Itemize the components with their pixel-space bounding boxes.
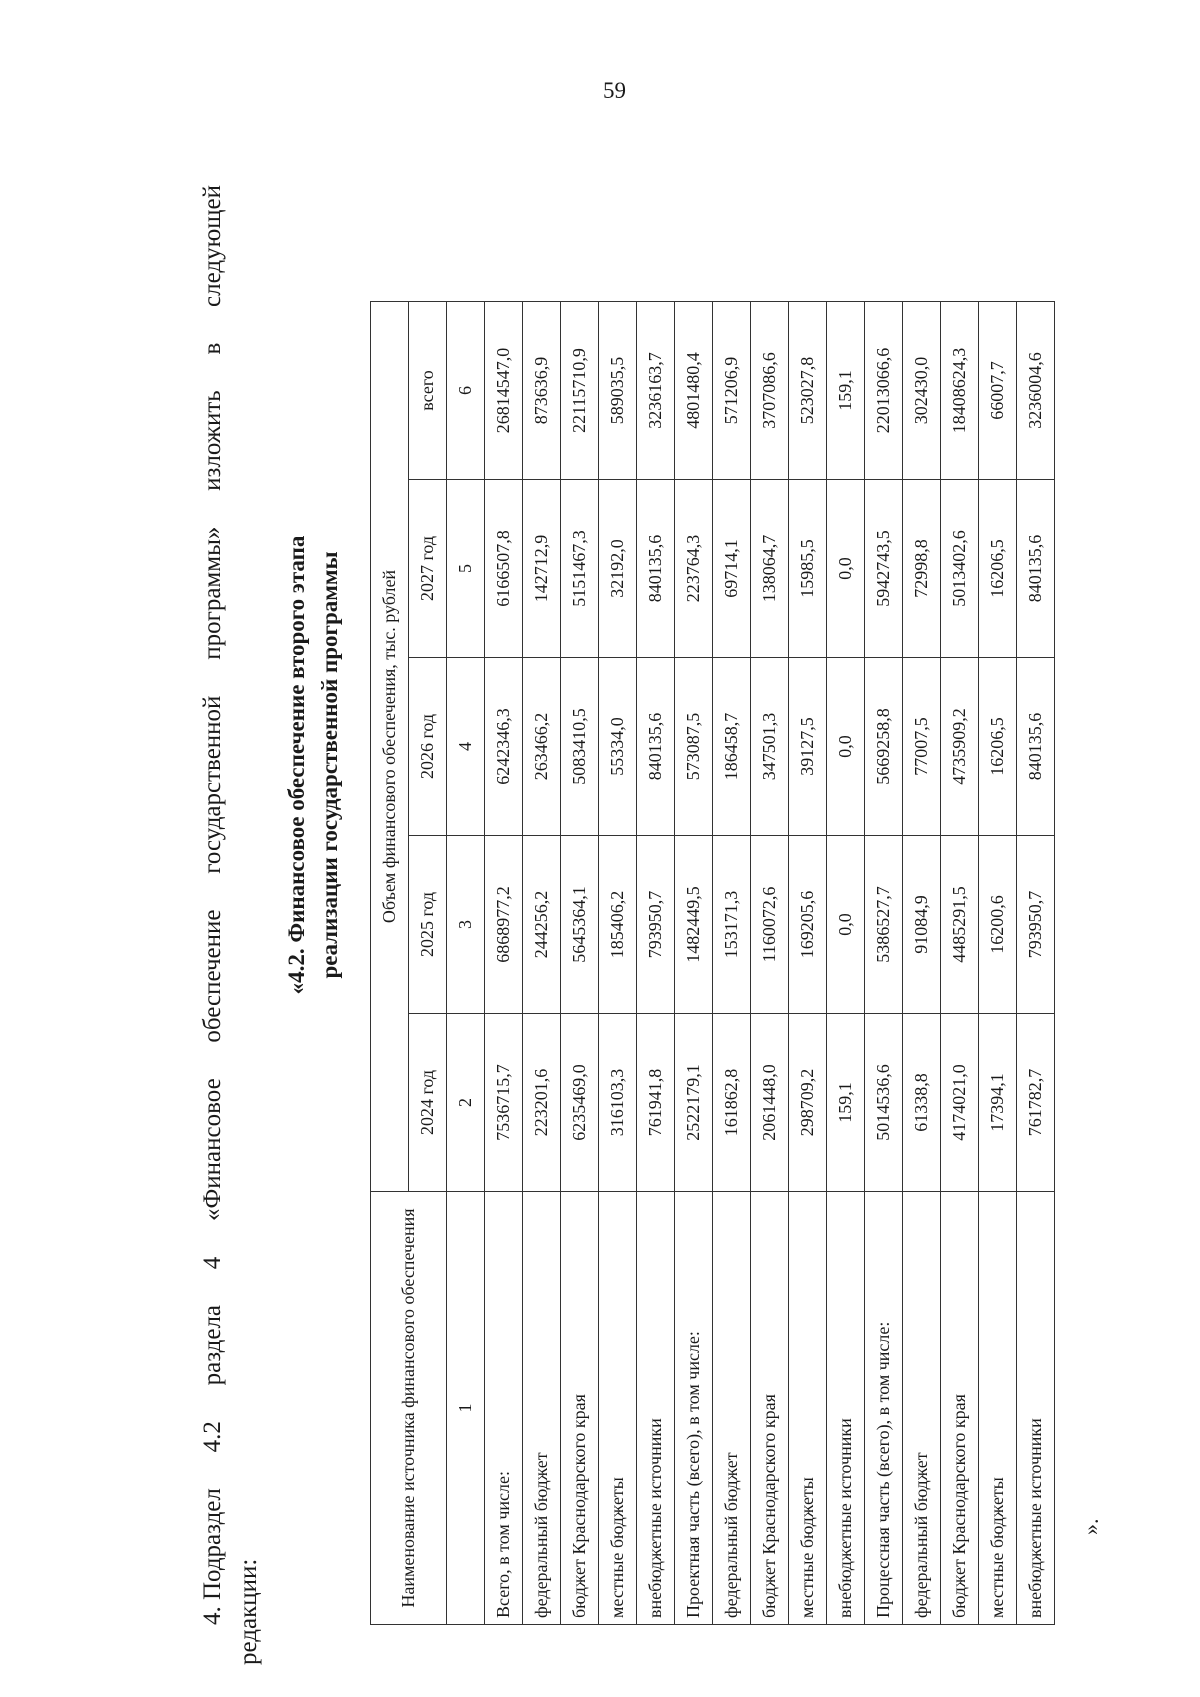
cell-value: 761782,7: [1017, 1014, 1055, 1192]
column-number: 1: [447, 1192, 485, 1625]
table-row: [789, 302, 827, 1625]
closing-quote-mark: ».: [1078, 1518, 1103, 1535]
cell-value: 5151467,3: [561, 480, 599, 658]
cell-value: 153171,3: [713, 836, 751, 1014]
row-name: федеральный бюджет: [713, 1192, 751, 1625]
cell-value: 26814547,0: [485, 302, 523, 480]
table-row: [523, 302, 561, 1625]
cell-value: 3707086,6: [751, 302, 789, 480]
cell-value: 32192,0: [599, 480, 637, 658]
cell-value: 61338,8: [903, 1014, 941, 1192]
cell-value: 316103,3: [599, 1014, 637, 1192]
cell-value: 873636,9: [523, 302, 561, 480]
table-header-row: [371, 302, 409, 1625]
intro-word: 4.2: [199, 1421, 226, 1453]
cell-value: 18408624,3: [941, 302, 979, 480]
intro-word: обеспечение: [199, 909, 226, 1043]
header-volume-group: Объем финансового обеспечения, тыс. рублей: [371, 302, 409, 1192]
cell-value: 6235469,0: [561, 1014, 599, 1192]
column-number: 2: [447, 1014, 485, 1192]
cell-value: 244256,2: [523, 836, 561, 1014]
cell-value: 91084,9: [903, 836, 941, 1014]
row-name: внебюджетные источники: [637, 1192, 675, 1625]
row-name: федеральный бюджет: [523, 1192, 561, 1625]
cell-value: 185406,2: [599, 836, 637, 1014]
cell-value: 66007,7: [979, 302, 1017, 480]
cell-value: 39127,5: [789, 658, 827, 836]
column-number: 6: [447, 302, 485, 480]
row-name: бюджет Краснодарского края: [561, 1192, 599, 1625]
table-row: [751, 302, 789, 1625]
table-row: [561, 302, 599, 1625]
table-row: [1017, 302, 1055, 1625]
cell-value: 5013402,6: [941, 480, 979, 658]
column-number: 4: [447, 658, 485, 836]
cell-value: 298709,2: [789, 1014, 827, 1192]
cell-value: 840135,6: [637, 658, 675, 836]
cell-value: 5386527,7: [865, 836, 903, 1014]
row-name: внебюджетные источники: [1017, 1192, 1055, 1625]
cell-value: 1160072,6: [751, 836, 789, 1014]
intro-paragraph: [195, 185, 268, 1665]
cell-value: 159,1: [827, 1014, 865, 1192]
cell-value: 5083410,5: [561, 658, 599, 836]
cell-value: 138064,7: [751, 480, 789, 658]
table-row: [865, 302, 903, 1625]
cell-value: 347501,3: [751, 658, 789, 836]
cell-value: 169205,6: [789, 836, 827, 1014]
intro-word: государственной: [199, 695, 226, 874]
cell-value: 15985,5: [789, 480, 827, 658]
section-title-line-2: реализации государственной программы: [317, 551, 343, 979]
row-name: местные бюджеты: [599, 1192, 637, 1625]
section-title-line-1: «4.2. Финансовое обеспечение второго этапа: [284, 535, 309, 995]
cell-value: 761941,8: [637, 1014, 675, 1192]
cell-value: 793950,7: [637, 836, 675, 1014]
cell-value: 2522179,1: [675, 1014, 713, 1192]
cell-value: 16206,5: [979, 658, 1017, 836]
cell-value: 6868977,2: [485, 836, 523, 1014]
cell-value: 16206,5: [979, 480, 1017, 658]
row-name: Проектная часть (всего), в том числе:: [675, 1192, 713, 1625]
intro-word: раздела: [199, 1304, 226, 1386]
cell-value: 2061448,0: [751, 1014, 789, 1192]
cell-value: 6242346,3: [485, 658, 523, 836]
intro-line-2: редакции:: [235, 1558, 263, 1665]
cell-value: 1482449,5: [675, 836, 713, 1014]
cell-value: 186458,7: [713, 658, 751, 836]
cell-value: 589035,5: [599, 302, 637, 480]
cell-value: 22013066,6: [865, 302, 903, 480]
page-number: 59: [603, 78, 626, 103]
cell-value: 77007,5: [903, 658, 941, 836]
cell-value: 0,0: [827, 836, 865, 1014]
table-row: [903, 302, 941, 1625]
table-row: [713, 302, 751, 1625]
cell-value: 3236004,6: [1017, 302, 1055, 480]
cell-value: 161862,8: [713, 1014, 751, 1192]
cell-value: 223764,3: [675, 480, 713, 658]
cell-value: 7536715,7: [485, 1014, 523, 1192]
cell-value: 4174021,0: [941, 1014, 979, 1192]
cell-value: 3236163,7: [637, 302, 675, 480]
intro-word: изложить: [199, 390, 226, 491]
intro-word: программы»: [199, 526, 226, 660]
row-name: внебюджетные источники: [827, 1192, 865, 1625]
row-name: бюджет Краснодарского края: [941, 1192, 979, 1625]
cell-value: 69714,1: [713, 480, 751, 658]
row-name: бюджет Краснодарского края: [751, 1192, 789, 1625]
cell-value: 263466,2: [523, 658, 561, 836]
cell-value: 55334,0: [599, 658, 637, 836]
cell-value: 571206,9: [713, 302, 751, 480]
intro-word: «Финансовое: [199, 1078, 226, 1221]
header-total-col: всего: [409, 302, 447, 480]
table-row: [827, 302, 865, 1625]
row-name: Процессная часть (всего), в том числе:: [865, 1192, 903, 1625]
table-row: [675, 302, 713, 1625]
table-column-numbers-row: [447, 302, 485, 1625]
section-title: [280, 165, 347, 1365]
cell-value: 840135,6: [1017, 658, 1055, 836]
cell-value: 793950,7: [1017, 836, 1055, 1014]
financing-table: [370, 301, 1055, 1625]
header-year-col: 2024 год: [409, 1014, 447, 1192]
cell-value: 523027,8: [789, 302, 827, 480]
cell-value: 0,0: [827, 480, 865, 658]
cell-value: 223201,6: [523, 1014, 561, 1192]
header-source-name: Наименование источника финансового обеспечения: [371, 1192, 447, 1625]
table-row: [637, 302, 675, 1625]
column-number: 3: [447, 836, 485, 1014]
cell-value: 5645364,1: [561, 836, 599, 1014]
cell-value: 159,1: [827, 302, 865, 480]
table-row: [485, 302, 523, 1625]
row-name: федеральный бюджет: [903, 1192, 941, 1625]
row-name: местные бюджеты: [789, 1192, 827, 1625]
intro-line-1: [195, 185, 231, 1665]
cell-value: 302430,0: [903, 302, 941, 480]
table-row: [599, 302, 637, 1625]
cell-value: 5014536,6: [865, 1014, 903, 1192]
landscape-content: [35, 0, 1150, 1665]
cell-value: 17394,1: [979, 1014, 1017, 1192]
cell-value: 4485291,5: [941, 836, 979, 1014]
cell-value: 4735909,2: [941, 658, 979, 836]
column-number: 5: [447, 480, 485, 658]
cell-value: 72998,8: [903, 480, 941, 658]
cell-value: 16200,6: [979, 836, 1017, 1014]
cell-value: 6166507,8: [485, 480, 523, 658]
intro-word: 4: [199, 1256, 226, 1270]
intro-word: 4. Подраздел: [199, 1488, 226, 1625]
intro-word: в: [199, 342, 226, 355]
cell-value: 5669258,8: [865, 658, 903, 836]
row-name: Всего, в том числе:: [485, 1192, 523, 1625]
cell-value: 573087,5: [675, 658, 713, 836]
row-name: местные бюджеты: [979, 1192, 1017, 1625]
cell-value: 4801480,4: [675, 302, 713, 480]
header-year-col: 2026 год: [409, 658, 447, 836]
cell-value: 5942743,5: [865, 480, 903, 658]
table-row: [941, 302, 979, 1625]
intro-word: следующей: [199, 185, 226, 307]
cell-value: 22115710,9: [561, 302, 599, 480]
table-row: [979, 302, 1017, 1625]
cell-value: 0,0: [827, 658, 865, 836]
header-year-col: 2025 год: [409, 836, 447, 1014]
header-year-col: 2027 год: [409, 480, 447, 658]
cell-value: 840135,6: [1017, 480, 1055, 658]
cell-value: 142712,9: [523, 480, 561, 658]
cell-value: 840135,6: [637, 480, 675, 658]
